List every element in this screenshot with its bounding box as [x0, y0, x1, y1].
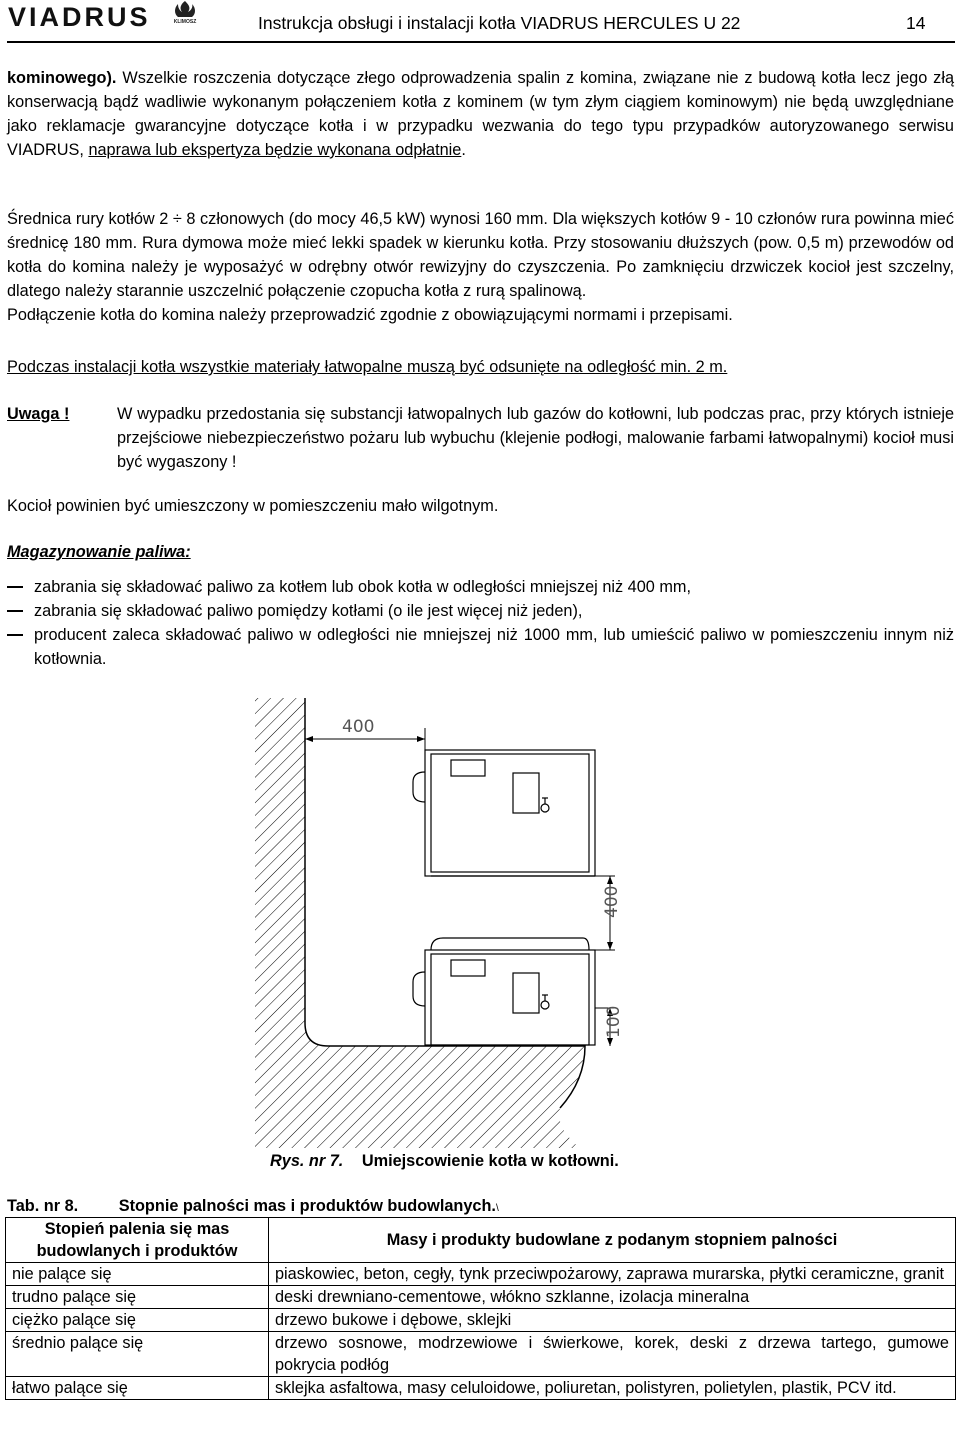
paragraph-tail: . — [461, 141, 466, 159]
table-cell: ciężko palące się — [6, 1309, 269, 1332]
table-row — [6, 1332, 956, 1377]
dim-400-between: 400 — [602, 885, 622, 918]
paragraph-lead: kominowego). — [7, 69, 117, 87]
klimosz-logo — [168, 0, 202, 24]
upper-boiler — [413, 750, 595, 876]
figure-caption-text: Umiejscowienie kotła w kotłowni. — [361, 1152, 619, 1170]
list-item-text: zabrania się składować paliwo pomiędzy kotłami (o ile jest więcej niż jeden), — [34, 602, 583, 620]
figure-caption — [270, 1152, 619, 1171]
dash-bullet — [7, 634, 23, 636]
list-item — [7, 575, 954, 599]
chimney-connection-text: Podłączenie kotła do komina należy przeprowadzić zgodnie z obowiązującymi normami i przepisami. — [7, 306, 733, 324]
dash-bullet — [7, 610, 23, 612]
page-number: 14 — [906, 13, 926, 33]
table-cell: trudno palące się — [6, 1286, 269, 1309]
column-header: Masy i produkty budowlane z podanym stopniem palności — [269, 1218, 956, 1263]
table-cell: średnio palące się — [6, 1332, 269, 1377]
dim-100-floor: 100 — [604, 1005, 624, 1038]
warning-block — [7, 402, 954, 474]
page-header — [0, 0, 960, 44]
warning-text: W wypadku przedostania się substancji łatwopalnych lub gazów do kotłowni, lub podczas prac, przy których istnieje przejściowe niebezpieczeństwo pożaru lub wybuchu (klejenie podłogi, malowanie farbami łatwopalnymi) kocioł musi być wygaszony ! — [117, 405, 954, 471]
table-cell: drzewo sosnowe, modrzewiowe i świerkowe, korek, deski z drzewa tartego, gumowe pokrycia podłóg — [269, 1332, 956, 1377]
figure-caption-number: Rys. nr 7. — [270, 1152, 344, 1170]
warning-label: Uwaga ! — [7, 405, 70, 423]
table-cell: sklejka asfaltowa, masy celuloidowe, poliuretan, polistyren, polietylen, plastik, PCV itd. — [269, 1377, 956, 1400]
table-header-row — [6, 1218, 956, 1263]
header-title: Instrukcja obsługi i instalacji kotła VIADRUS HERCULES U 22 — [258, 13, 741, 33]
humidity-paragraph — [7, 494, 954, 518]
fuel-storage-heading-text: Magazynowanie paliwa: — [7, 543, 191, 561]
table-title-text: Stopnie palności mas i produktów budowlanych. — [118, 1197, 496, 1215]
flammability-table — [5, 1217, 956, 1400]
table-cell: piaskowiec, beton, cegły, tynk przeciwpożarowy, zaprawa murarska, płytki ceramiczne, granit — [269, 1263, 956, 1286]
table-cell: drzewo bukowe i dębowe, sklejki — [269, 1309, 956, 1332]
table-number: Tab. nr 8. — [7, 1197, 79, 1215]
fuel-storage-heading — [7, 540, 954, 564]
flammables-distance-text: Podczas instalacji kotła wszystkie materiały łatwopalne muszą być odsunięte na odległość min. 2 m. — [7, 358, 728, 376]
flue-pipe-paragraph — [7, 207, 954, 327]
dash-bullet — [7, 586, 23, 588]
table-cell: łatwo palące się — [6, 1377, 269, 1400]
table-row — [6, 1286, 956, 1309]
table-row — [6, 1309, 956, 1332]
table-title-suffix: \ — [495, 1203, 499, 1214]
dim-400-wall: 400 — [342, 717, 375, 737]
paragraph-text: Wszelkie roszczenia dotyczące złego odprowadzenia spalin z komina, związane nie z budową kotła lecz jego złą konserwacją bądź wadliwie wykonanym połączeniem kotła z kominem (w tym złym ciągiem kominowym) nie będą uwzględniane jako reklamacje gwarancyjne dotyczące kotła i w przypadku wezwania do tego typu przypadków autoryzowanego serwisu VIADRUS, — [7, 69, 954, 159]
list-item — [7, 623, 954, 671]
list-item — [7, 599, 954, 623]
table-row — [6, 1377, 956, 1400]
table-title — [7, 1197, 499, 1216]
flammables-distance-paragraph — [7, 355, 954, 379]
table-cell: deski drewniano-cementowe, włókno szklanne, izolacja mineralna — [269, 1286, 956, 1309]
column-header: Stopień palenia się mas budowlanych i produktów — [6, 1218, 269, 1263]
table-cell: nie palące się — [6, 1263, 269, 1286]
paid-repair-note: naprawa lub ekspertyza będzie wykonana odpłatnie — [88, 141, 462, 159]
list-item-text: producent zaleca składować paliwo w odległości nie mniejszej niż 1000 mm, lub umieścić paliwo w pomieszczeniu innym niż kotłownia. — [34, 626, 954, 668]
flue-pipe-text: Średnica rury kotłów 2 ÷ 8 członowych (do mocy 46,5 kW) wynosi 160 mm. Dla większych kotłów 9 - 10 członów rura powinna mieć średnicę 180 mm. Rura dymowa może mieć lekki spadek w kierunku kotła. Przy stosowaniu dłuższych (pow. 0,5 m) przewodów od kotła do komina należy je wyposażyć w odrębny otwór rewizyjny do czyszczenia. Po zamknięciu drzwiczek kocioł jest szczelny, dlatego należy starannie uszczelnić połączenie czopucha kotła z rurą spalinową. — [7, 210, 954, 300]
klimosz-label: KLIMOSZ — [173, 19, 197, 24]
table-row — [6, 1263, 956, 1286]
header-divider — [7, 41, 955, 43]
humidity-text: Kocioł powinien być umieszczony w pomieszczeniu mało wilgotnym. — [7, 497, 499, 515]
list-item-text: zabrania się składować paliwo za kotłem lub obok kotła w odległości mniejszej niż 400 mm, — [34, 578, 691, 596]
chimney-claims-paragraph — [7, 66, 954, 162]
viadrus-logo: VIADRUS — [8, 2, 151, 32]
boiler-placement-diagram — [255, 688, 655, 1163]
lower-boiler — [413, 938, 595, 1045]
